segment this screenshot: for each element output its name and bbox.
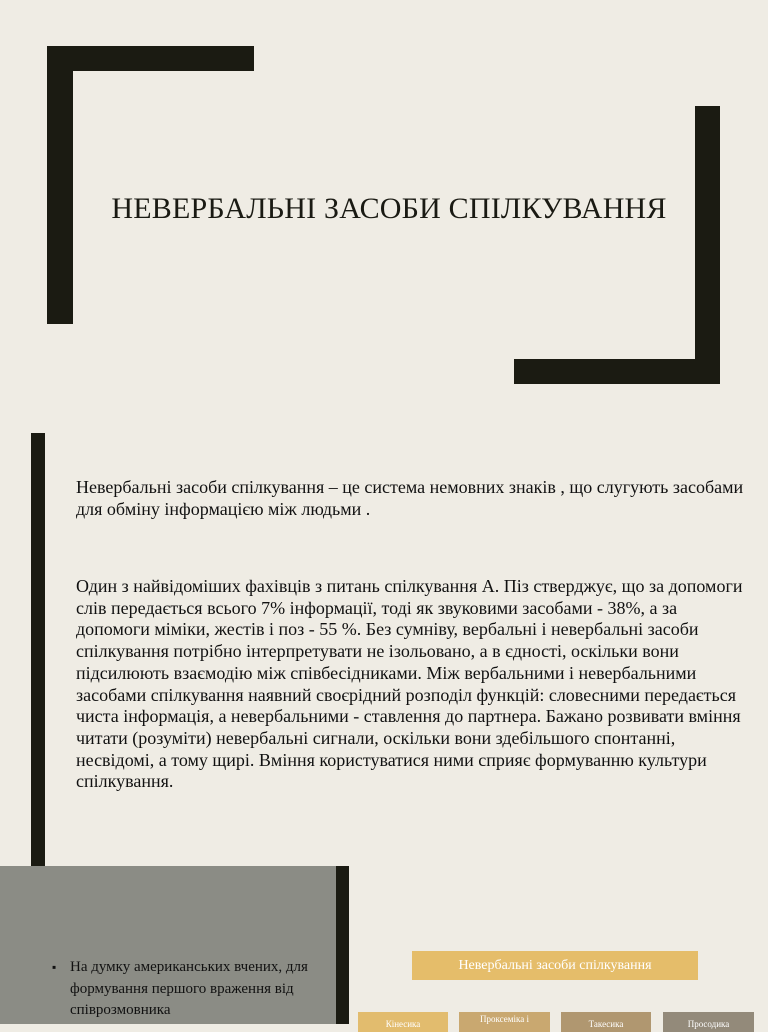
pease-paragraph: Один з найвідоміших фахівців з питань спілкування А. Піз стверджує, що за допомоги слів передається всього 7% інформації, тоді як звуковими засобами - 38%, а за допомоги міміки, жестів і поз - 55 %. Без сумніву, вербальні і невербальні засоби спілкування потрібно інтерпретувати не ізольовано, а в єдності, оскільки вони підсилюють взаємодію між співбесідниками. Між вербальними і невербальними засобами спілкування наявний своєрідний розподіл функцій: словесними передається чиста інформація, а невербальними - ставлення до партнера. Бажано розвивати вміння читати (розуміти) невербальні сигнали, оскільки вони здебільшого спонтанні, несвідомі, а тому щирі. Вміння користуватися ними сприяє формуванню культури спілкування.	[76, 576, 743, 792]
bullet-item: ▪ На думку американських вчених, для формування першого враження від співрозмовника	[52, 957, 332, 1022]
panel-accent-bar	[336, 866, 349, 1024]
frame-corner-right	[695, 106, 720, 384]
frame-corner-top	[47, 46, 254, 71]
frame-corner-left	[47, 46, 73, 324]
frame-corner-bottom	[514, 359, 720, 384]
org-chart-node: Такесика	[561, 1012, 651, 1032]
definition-paragraph: Невербальні засоби спілкування – це система немовних знаків , що слугують засобами для обміну інформацією між людьми .	[76, 477, 744, 519]
org-chart-node: Просодика	[663, 1012, 754, 1032]
org-chart-root: Невербальні засоби спілкування	[412, 951, 698, 980]
slide-title: НЕВЕРБАЛЬНІ ЗАСОБИ СПІЛКУВАННЯ	[111, 192, 667, 225]
org-chart-node: Проксеміка і	[459, 1012, 550, 1032]
accent-bar	[31, 433, 45, 866]
org-chart-node: Кінесика	[358, 1012, 448, 1032]
